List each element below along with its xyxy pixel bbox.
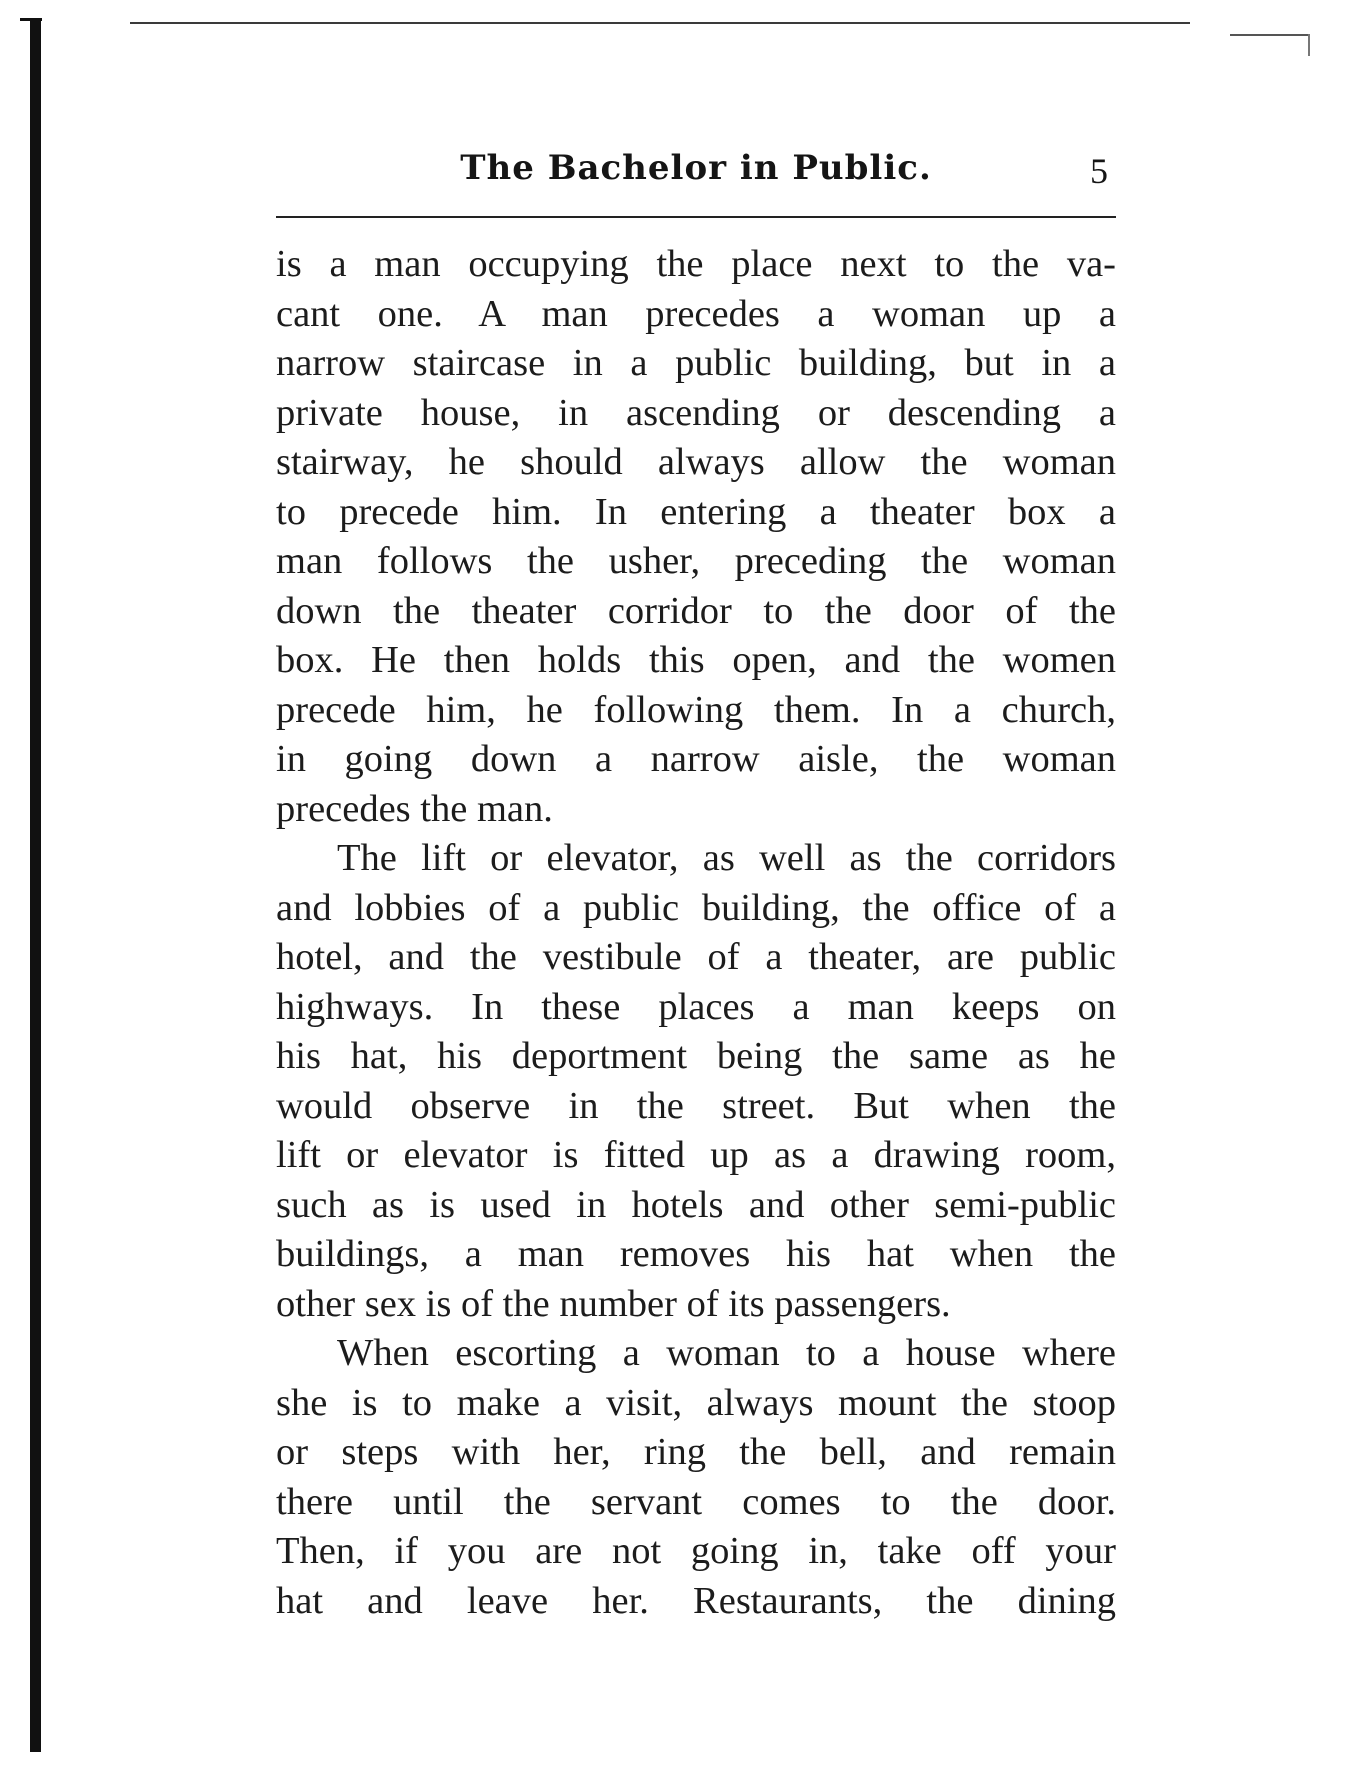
text-line: or steps with her, ring the bell, and remain [276,1431,1116,1473]
text-line: box. He then holds this open, and the women [276,639,1116,681]
text-line: precedes the man. [276,787,553,830]
text-line: lift or elevator is fitted up as a drawing room, [276,1134,1116,1176]
header-rule [276,216,1116,218]
text-line: other sex is of the number of its passengers. [276,1282,951,1325]
text-line: hat and leave her. Restaurants, the dining [276,1579,1116,1622]
text-line: man follows the usher, preceding the woman [276,540,1116,582]
paragraph-2 [276,834,1116,1329]
top-page-edge-rule [130,22,1190,24]
text-line: and lobbies of a public building, the office of a [276,886,1116,929]
text-line: narrow staircase in a public building, but in a [276,342,1116,384]
top-right-edge-tick [1308,34,1310,56]
top-right-edge-rule [1230,34,1310,36]
text-line: highways. In these places a man keeps on [276,985,1116,1028]
running-title: The Bachelor in Public. [460,148,932,188]
text-line: Then, if you are not going in, take off your [276,1530,1116,1572]
paragraph-3 [276,1329,1116,1626]
body-text [276,240,1116,1626]
page-number: 5 [1090,151,1108,191]
text-line: precede him, he following them. In a church, [276,688,1116,731]
text-line: stairway, he should always allow the woman [276,441,1116,483]
binding-notch [20,18,42,21]
text-line: The lift or elevator, as well as the corridors [337,837,1116,879]
text-line: is a man occupying the place next to the va- [276,243,1116,285]
text-line: would observe in the street. But when the [276,1084,1116,1127]
text-line: there until the servant comes to the door. [276,1480,1116,1523]
text-line: buildings, a man removes his hat when the [276,1233,1116,1275]
text-line: cant one. A man precedes a woman up a [276,292,1116,335]
text-line: down the theater corridor to the door of the [276,589,1116,632]
text-line: to precede him. In entering a theater box a [276,490,1116,533]
text-line: such as is used in hotels and other semi-public [276,1183,1116,1226]
text-line: When escorting a woman to a house where [337,1332,1116,1374]
paragraph-1 [276,240,1116,834]
text-line: in going down a narrow aisle, the woman [276,738,1116,780]
text-line: she is to make a visit, always mount the stoop [276,1381,1116,1424]
text-line: private house, in ascending or descending a [276,391,1116,434]
binding-edge [30,18,41,1752]
running-head [276,142,1116,202]
text-line: hotel, and the vestibule of a theater, are public [276,936,1116,978]
text-line: his hat, his deportment being the same as he [276,1035,1116,1077]
